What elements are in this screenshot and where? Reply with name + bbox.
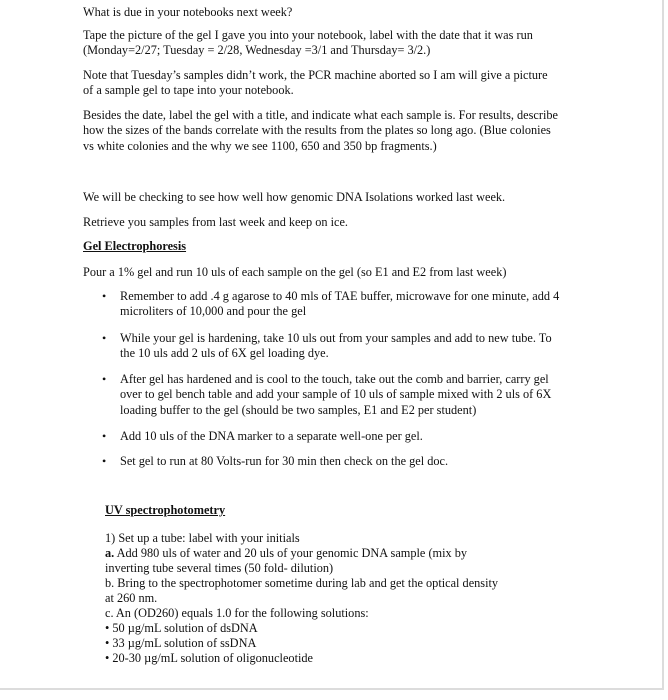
uv-solution-1: • 50 µg/mL solution of dsDNA xyxy=(105,621,258,635)
bullet-icon: • xyxy=(102,372,107,386)
gel-item-3-line3: loading buffer to the gel (should be two samples, E1 and E2 per student) xyxy=(120,403,477,417)
uv-step-1: 1) Set up a tube: label with your initials xyxy=(105,531,300,545)
intro-p1-line2: (Monday=2/27; Tuesday = 2/28, Wednesday =3/1 and Thursday= 3/2.) xyxy=(83,43,431,57)
uv-step-c: c. An (OD260) equals 1.0 for the following solutions: xyxy=(105,606,369,620)
gel-item-4: Add 10 uls of the DNA marker to a separate well-one per gel. xyxy=(120,429,423,443)
uv-step-b-line2: at 260 nm. xyxy=(105,591,158,605)
genomic-p1: We will be checking to see how well how genomic DNA Isolations worked last week. xyxy=(83,190,506,204)
bullet-icon: • xyxy=(102,289,107,303)
gel-item-3-line1: After gel has hardened and is cool to the touch, take out the comb and barrier, carry gel xyxy=(120,372,549,386)
uv-step-a-label: a. xyxy=(105,546,115,560)
intro-p3-line1: Besides the date, label the gel with a title, and indicate what each sample is. For results, describe xyxy=(83,108,558,122)
gel-item-3-line2: over to gel bench table and add your sample of 10 uls of sample mixed with 2 uls of 6X xyxy=(120,387,552,401)
uv-step-b-line1: b. Bring to the spectrophotomer sometime during lab and get the optical density xyxy=(105,576,499,590)
uv-step-a-text: Add 980 uls of water and 20 uls of your genomic DNA sample (mix by xyxy=(114,546,468,560)
bullet-icon: • xyxy=(102,331,107,345)
intro-p2-line1: Note that Tuesday’s samples didn’t work, the PCR machine aborted so I am will give a picture xyxy=(83,68,548,82)
gel-item-2-line2: the 10 uls add 2 uls of 6X gel loading dye. xyxy=(120,346,329,360)
intro-p3-line3: vs white colonies and the why we see 1100, 650 and 350 bp fragments.) xyxy=(83,139,437,153)
gel-item-1-line2: microliters of 10,000 and pour the gel xyxy=(120,304,307,318)
gel-heading: Gel Electrophoresis xyxy=(83,239,187,253)
uv-solution-3: • 20-30 µg/mL solution of oligonucleotide xyxy=(105,651,314,665)
due-question: What is due in your notebooks next week? xyxy=(83,5,293,19)
uv-step-a-line1 xyxy=(105,545,467,561)
gel-item-1-line1: Remember to add .4 g agarose to 40 mls of TAE buffer, microwave for one minute, add 4 xyxy=(120,289,560,303)
gel-item-5: Set gel to run at 80 Volts-run for 30 min then check on the gel doc. xyxy=(120,454,449,468)
uv-step-a-line2: inverting tube several times (50 fold- dilution) xyxy=(105,561,334,575)
intro-p2-line2: of a sample gel to tape into your notebook. xyxy=(83,83,294,97)
bullet-icon: • xyxy=(102,429,107,443)
uv-heading: UV spectrophotometry xyxy=(105,503,226,517)
intro-p1-line1: Tape the picture of the gel I gave you into your notebook, label with the date that it was run xyxy=(83,28,533,42)
gel-item-2-line1: While your gel is hardening, take 10 uls out from your samples and add to new tube. To xyxy=(120,331,552,345)
bullet-icon: • xyxy=(102,454,107,468)
uv-solution-2: • 33 µg/mL solution of ssDNA xyxy=(105,636,257,650)
intro-p3-line2: how the sizes of the bands correlate with the results from the plates so long ago. (Blue colonies xyxy=(83,123,551,137)
genomic-p2: Retrieve you samples from last week and keep on ice. xyxy=(83,215,348,229)
gel-intro: Pour a 1% gel and run 10 uls of each sample on the gel (so E1 and E2 from last week) xyxy=(83,265,507,279)
